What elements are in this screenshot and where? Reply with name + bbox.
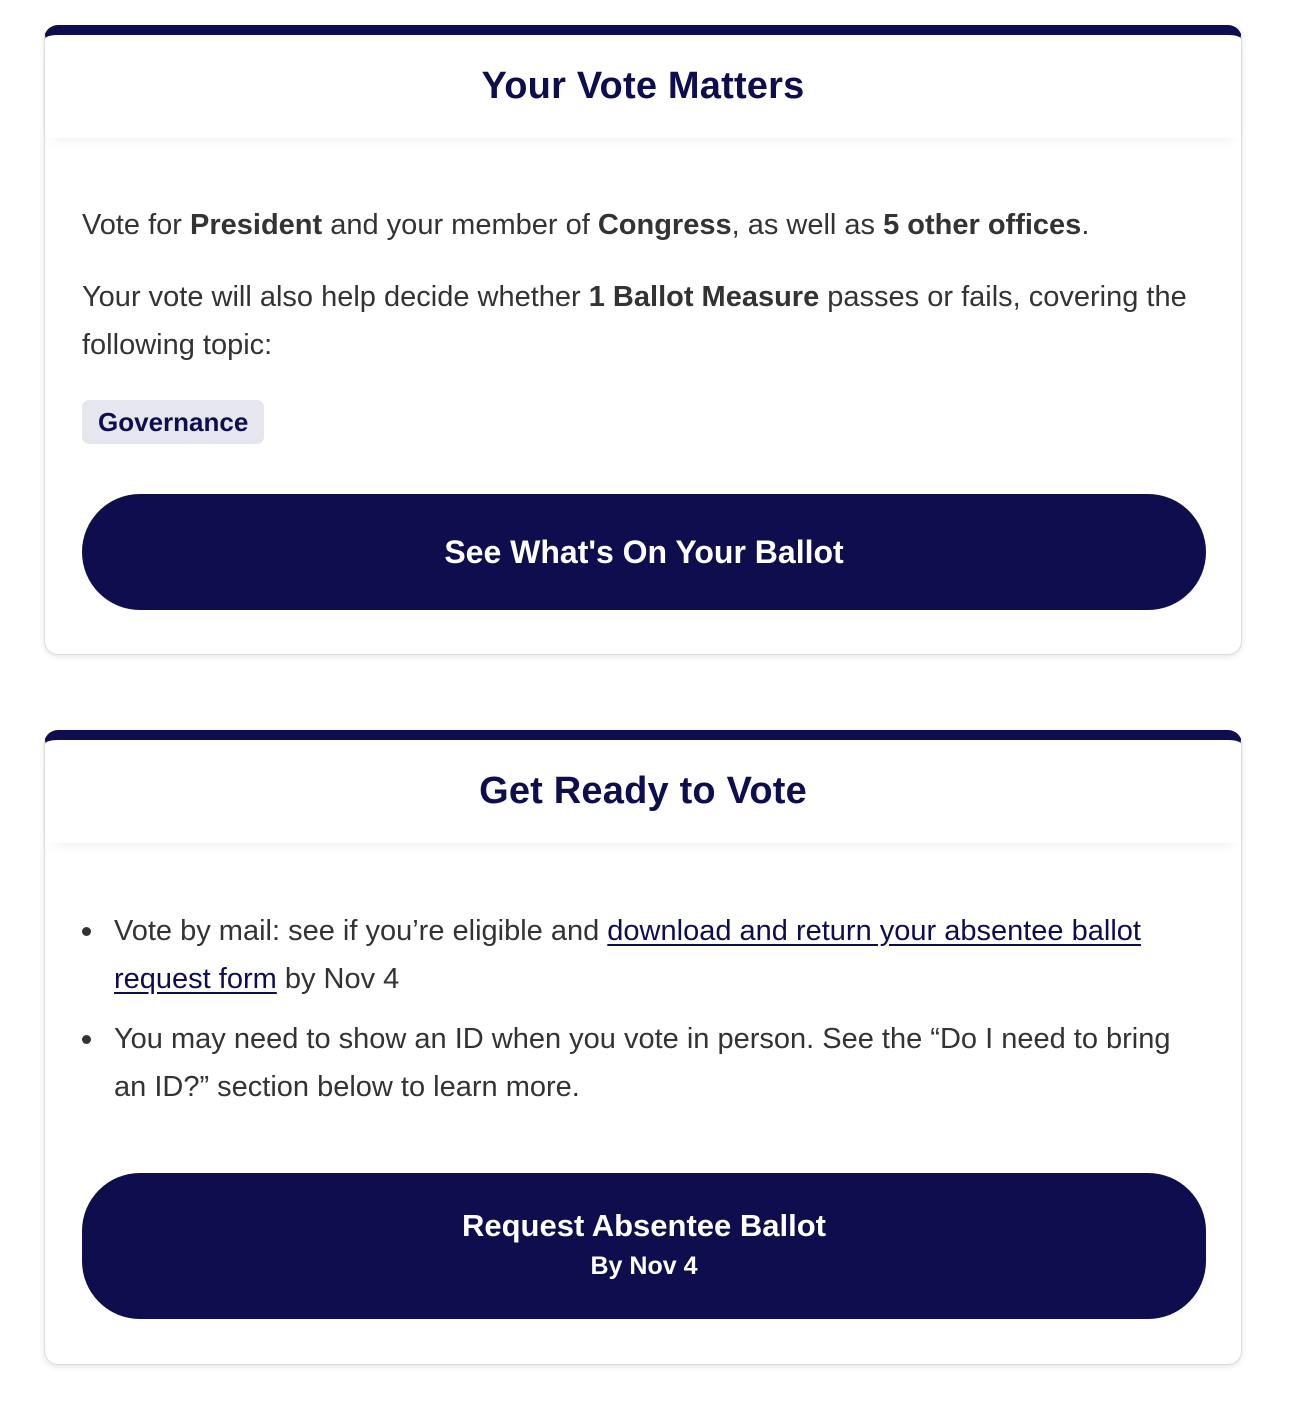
other-offices-count: 5 other offices <box>883 209 1082 241</box>
card-header <box>45 35 1241 138</box>
your-vote-matters-card <box>44 25 1242 655</box>
bullet-icon <box>82 1035 91 1044</box>
vote-by-mail-deadline: by Nov 4 <box>276 963 400 995</box>
see-ballot-button[interactable] <box>82 494 1206 610</box>
offices-paragraph <box>82 201 1204 249</box>
absentee-request-form-link[interactable]: download and return your absentee ballot request form <box>114 915 1141 995</box>
office-president: President <box>190 209 323 241</box>
ballot-measure-paragraph <box>82 273 1204 369</box>
vote-by-mail-text: Vote by mail: see if you’re eligible and <box>114 915 608 947</box>
card-header <box>45 740 1241 843</box>
request-absentee-ballot-button[interactable] <box>82 1173 1206 1319</box>
offices-text-prefix: Vote for <box>82 209 191 241</box>
get-ready-card <box>44 730 1242 1365</box>
ballot-measure-count: 1 Ballot Measure <box>588 281 820 313</box>
card-body <box>45 907 1241 1319</box>
offices-text-suffix: . <box>1081 209 1090 241</box>
ready-checklist <box>82 907 1204 1111</box>
measure-text-suffix: passes or fails, covering the following topic: <box>82 281 1187 361</box>
list-item-id-requirement <box>82 1015 1204 1111</box>
request-absentee-button-deadline: By Nov 4 <box>590 1252 698 1280</box>
offices-text-middle2: , as well as <box>731 209 884 241</box>
card-title: Your Vote Matters <box>481 65 805 107</box>
card-body <box>45 201 1241 610</box>
topic-tag-governance: Governance <box>82 400 264 444</box>
offices-text-middle: and your member of <box>322 209 598 241</box>
see-ballot-button-label: See What's On Your Ballot <box>444 533 844 570</box>
office-congress: Congress <box>597 209 732 241</box>
request-absentee-button-label: Request Absentee Ballot <box>461 1208 827 1243</box>
card-title: Get Ready to Vote <box>479 770 807 812</box>
bullet-icon <box>82 927 91 936</box>
list-item-vote-by-mail <box>82 907 1204 1003</box>
measure-text-prefix: Your vote will also help decide whether <box>82 281 589 313</box>
id-requirement-text: You may need to show an ID when you vote in person. See the “Do I need to bring an ID?” section below to learn more. <box>114 1023 1171 1103</box>
